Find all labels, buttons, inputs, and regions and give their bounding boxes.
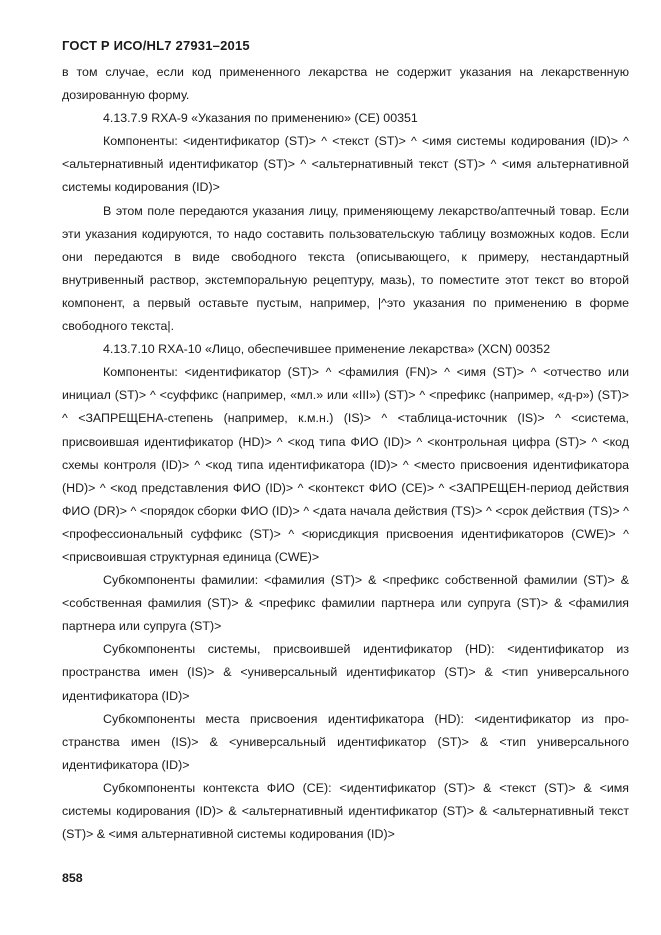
section-heading-rxa-9: 4.13.7.9 RXA-9 «Указания по применению» (CE) 00351: [103, 111, 418, 126]
paragraph-rxa-10-components: Компоненты: <идентификатор (ST)> ^ <фамилия (FN)> ^ <имя (ST)> ^ <отчество или инициал (ST)> ^ <суффикс (например, «мл.» или «III») (ST)> ^ <префикс (например, «д-р») (ST)> ^ <ЗАПРЕЩЕНА-степень (например, к.м.н.) (IS)> ^ <таблица-источник (IS)> ^ <система, присвоившая идентификатор (HD)> ^ <код типа ФИО (ID)> ^ <контрольная цифра (ST)> ^ <код схемы контроля (ID)> ^ <код типа идентификатора (ID)> ^ <место присвоения идентификатора (HD)> ^ <код представления ФИО (ID)> ^ <контекст ФИО (CE)> ^ <ЗАПРЕЩЕН-период действия ФИО (DR)> ^ <порядок сборки ФИО (ID)> ^ <дата начала действия (TS)> ^ <срок действия (TS)> ^ <профессиональный суффикс (ST)> ^ <юрисдикция присвоения идентификаторов (CWE)> ^ <присвоившая структурная единица (CWE)>: [62, 365, 629, 564]
paragraph-assigning-place-subcomponents: Субкомпоненты места присвоения идентификатора (HD): <идентификатор из пространства имен (IS)> & <универсальный идентификатор (ST)> & <тип универсального идентификатора (ID)>: [62, 711, 629, 772]
page-number: 858: [62, 871, 83, 885]
paragraph-family-subcomponents: Субкомпоненты фамилии: <фамилия (ST)> & <префикс собственной фамилии (ST)> & <собственная фамилия (ST)> & <префикс фамилии партнера или супруга (ST)> & <фамилия партнера или супруга (ST)>: [62, 573, 629, 634]
section-heading-rxa-10: 4.13.7.10 RXA-10 «Лицо, обеспечившее применение лекарства» (XCN) 00352: [103, 342, 551, 357]
document-body: [62, 61, 629, 846]
paragraph-name-context-subcomponents: Субкомпоненты контекста ФИО (CE): <идентификатор (ST)> & <текст (ST)> & <имя системы кодирования (ID)> & <альтернативный идентификатор (ST)> & <альтернативный текст (ST)> & <имя альтернативной системы кодирования (ID)>: [62, 780, 629, 842]
paragraph-assigning-system-subcomponents: Субкомпоненты системы, присвоившей идентификатор (HD): <идентификатор из пространства имен (IS)> & <универсальный идентификатор (ST)> & <тип универсального идентификатора (ID)>: [62, 642, 629, 703]
paragraph-rxa-9-description: В этом поле передаются указания лицу, применяющему лекарство/аптечный товар. Если эти указания кодируются, то надо составить пользовательскую таблицу возможных кодов. Если они передаются в виде свободного текста (описывающего, к примеру, нестандартный внутривенный раствор, экстемпоральную рецептуру, мазь), то поместите этот текст во второй компонент, а первый оставьте пустым, например, |^это указания по применению в форме свободного текста|.: [62, 203, 629, 334]
document-header: ГОСТ Р ИСО/HL7 27931–2015: [62, 38, 250, 53]
paragraph-continuation: в том случае, если код примененного лекарства не содержит указания на лекарственную дозированную форму.: [62, 65, 629, 103]
paragraph-rxa-9-components: Компоненты: <идентификатор (ST)> ^ <текст (ST)> ^ <имя системы кодирования (ID)> ^ <альтернативный идентификатор (ST)> ^ <альтернативный текст (ST)> ^ <имя альтернативной системы кодирования (ID)>: [62, 134, 629, 195]
